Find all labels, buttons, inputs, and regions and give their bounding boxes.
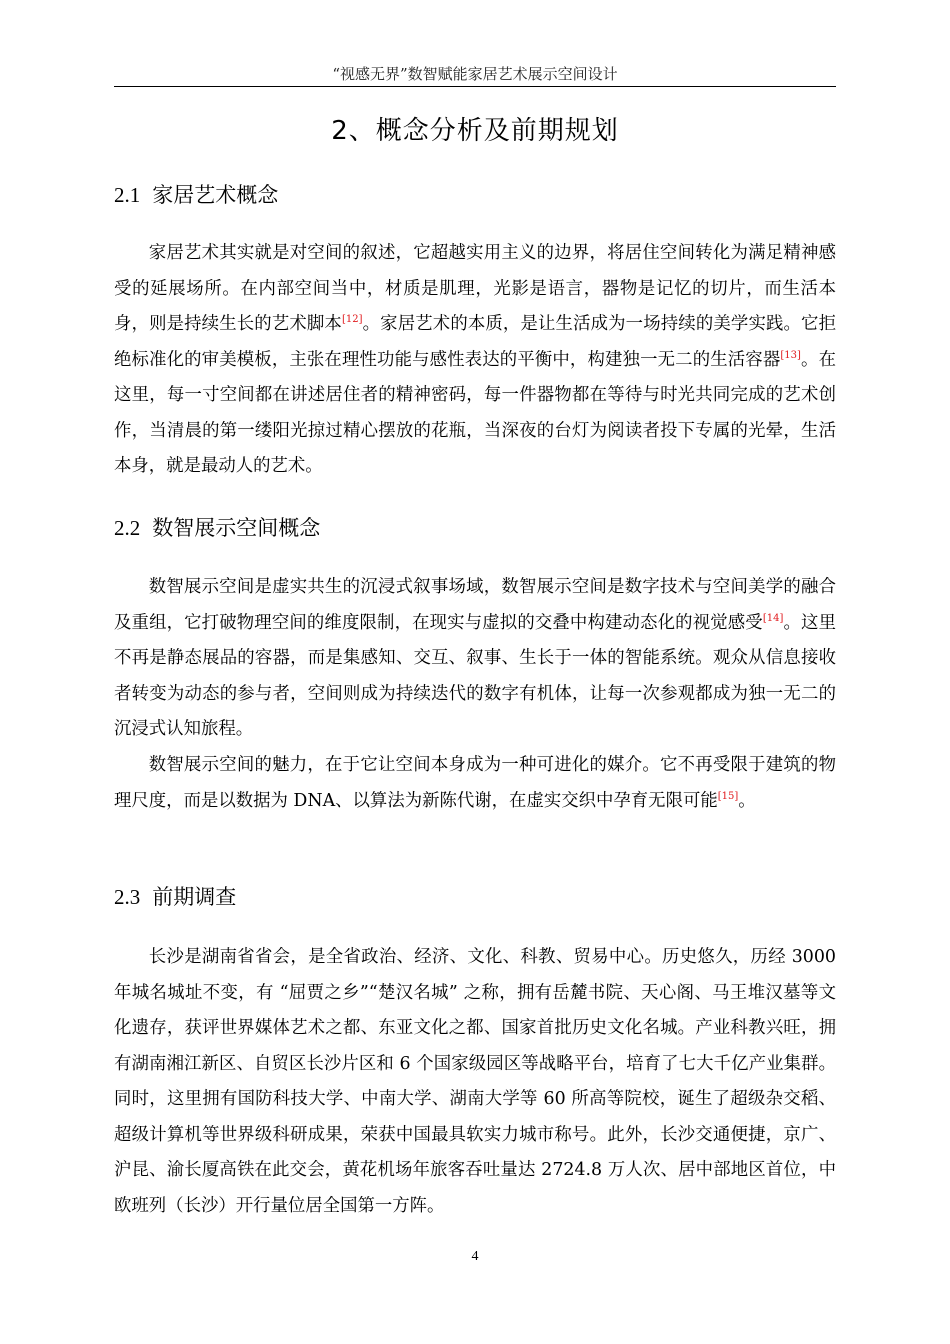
paragraph-text: 。 xyxy=(738,790,756,811)
citation-14[interactable]: [14] xyxy=(762,612,784,624)
paragraph-2-3 xyxy=(114,940,836,1224)
citation-13[interactable]: [13] xyxy=(780,349,801,361)
paragraph-text: 数智展示空间是虚实共生的沉浸式叙事场域，数智展示空间是数字技术与空间美学的融合及重组，它打破物理空间的维度限制，在现实与虚拟的交叠中构建动态化的视觉感受 xyxy=(114,577,836,633)
paragraph-2-2-b xyxy=(114,748,836,819)
section-number: 2.3 xyxy=(114,885,141,909)
header-rule xyxy=(114,86,836,87)
page-number: 4 xyxy=(471,1249,479,1264)
paragraph-2-1 xyxy=(114,236,836,485)
section-heading-2-2 xyxy=(114,513,836,543)
paragraph-text: 。在这里，每一寸空间都在讲述居住者的精神密码，每一件器物都在等待与时光共同完成的艺术创作，当清晨的第一缕阳光掠过精心摆放的花瓶，当深夜的台灯为阅读者投下专属的光晕，生活本身，就是最动人的艺术。 xyxy=(114,349,836,476)
section-heading-2-3 xyxy=(114,882,836,912)
paragraph-text: 。家居艺术的本质，是让生活成为一场持续的美学实践。它拒绝标准化的审美模板，主张在理性功能与感性表达的平衡中，构建独一无二的生活容器 xyxy=(114,314,836,370)
chapter-title: 2、概念分析及前期规划 xyxy=(331,116,619,146)
citation-12[interactable]: [12] xyxy=(341,314,363,326)
section-number: 2.2 xyxy=(114,516,141,540)
paragraph-2-2-a xyxy=(114,570,836,748)
section-heading-2-1 xyxy=(114,180,836,210)
section-number: 2.1 xyxy=(114,183,141,207)
paragraph-text: 数智展示空间的魅力，在于它让空间本身成为一种可进化的媒介。它不再受限于建筑的物理尺度，而是以数据为 DNA、以算法为新陈代谢，在虚实交织中孕育无限可能 xyxy=(114,755,836,811)
paragraph-text: 长沙是湖南省省会，是全省政治、经济、文化、科教、贸易中心。历史悠久，历经 3000 年城名城址不变，有 “屈贾之乡”“楚汉名城” 之称，拥有岳麓书院、天心阁、马王堆汉墓等文化遗存，获评世界媒体艺术之都、东亚文化之都、国家首批历史文化名城。产业科教兴旺，拥有湖南湘江新区、自贸区长沙片区和 6 个国家级园区等战略平台，培育了七大千亿产业集群。同时，这里拥有国防科技大学、中南大学、湖南大学等 60 所高等院校，诞生了超级杂交稻、超级计算机等世界级科研成果，荣获中国最具软实力城市称号。此外，长沙交通便捷，京广、沪昆、渝长厦高铁在此交会，黄花机场年旅客吞吐量达 2724.8 万人次、居中部地区首位，中欧班列（长沙）开行量位居全国第一方阵。 xyxy=(114,947,836,1216)
running-header: “视感无界”数智赋能家居艺术展示空间设计 xyxy=(332,65,618,83)
paragraph-text: 。这里不再是静态展品的容器，而是集感知、交互、叙事、生长于一体的智能系统。观众从信息接收者转变为动态的参与者，空间则成为持续迭代的数字有机体，让每一次参观都成为独一无二的沉浸式认知旅程。 xyxy=(114,612,836,739)
paragraph-text: 家居艺术其实就是对空间的叙述，它超越实用主义的边界，将居住空间转化为满足精神感受的延展场所。在内部空间当中，材质是肌理，光影是语言，器物是记忆的切片，而生活本身，则是持续生长的艺术脚本 xyxy=(114,243,836,334)
citation-15[interactable]: [15] xyxy=(717,790,739,802)
section-title: 数智展示空间概念 xyxy=(152,516,321,540)
section-title: 前期调查 xyxy=(152,885,237,909)
section-title: 家居艺术概念 xyxy=(152,183,279,207)
